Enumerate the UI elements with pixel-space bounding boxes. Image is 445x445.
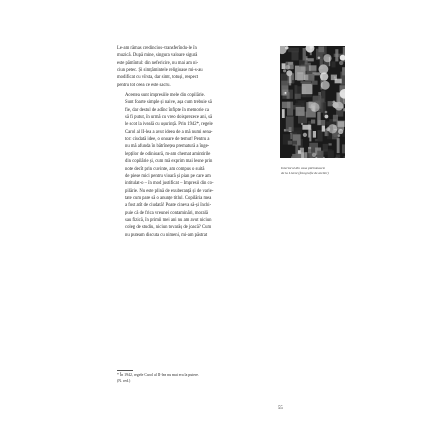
photo-detail	[337, 121, 345, 127]
photo-detail	[323, 102, 326, 117]
text-line: pilărie. Nu este plină de exuberanță și de varie-	[125, 188, 214, 194]
text-line: Le-am rămas credincios–transferîndu-le în	[117, 46, 197, 51]
photo-highlight	[323, 54, 331, 62]
photo-detail	[292, 52, 299, 61]
text-line: de piese mici pentru vioară și pian pe care am	[125, 173, 211, 179]
text-line: coleg de studiu, niciun tovarăș de joacă? Cum	[125, 225, 212, 231]
photo-highlight	[320, 72, 328, 80]
photo-highlight	[318, 57, 321, 60]
photo-highlight	[301, 123, 303, 125]
text-line: Acestea sunt impresiile mele din copilărie.	[125, 93, 205, 99]
photo-detail	[289, 75, 291, 86]
photo-detail	[302, 84, 313, 95]
photo-detail	[315, 139, 318, 141]
text-line: nu puteam discuta cu nimeni, mi-am păstrat	[125, 232, 208, 238]
footnote	[117, 372, 277, 384]
photo-highlight	[326, 127, 330, 131]
text-line: fie, dar destul de adînc înfipte în memorie ca	[125, 107, 209, 113]
photo-detail	[337, 138, 340, 153]
text-line: a fost atît de ciudată! Poate cineva să-și închi-	[125, 203, 212, 209]
text-line: lepților de odinioară, m-am chemat amintirile	[125, 151, 211, 157]
text-line: nu mă afunda în bătrînețea prematură a înge-	[125, 144, 210, 150]
photo-detail	[292, 131, 300, 146]
photo-detail	[287, 92, 290, 99]
photo-detail	[304, 75, 308, 80]
photo-highlight	[334, 76, 336, 78]
photo-highlight	[339, 61, 343, 65]
photo-detail	[290, 65, 294, 69]
photo-detail	[336, 110, 343, 117]
photo-detail	[329, 143, 332, 145]
footnote-line-1: * În 1942, regele Carol al II-lea nu mai era la putere.	[117, 373, 199, 377]
text-line: din copilărie și, cum mă exprim mai lesne prin	[125, 159, 213, 165]
caption-line-2: de la Liveni (fotografie de atelier)	[281, 171, 329, 176]
photo-detail	[309, 65, 317, 71]
photo-highlight	[285, 92, 287, 94]
text-line: modificat cu vîrsta, dar simt, totuși, respect	[117, 75, 199, 81]
photo-highlight	[285, 65, 290, 70]
text-line: pentru tot ceea ce este sacru.	[117, 82, 171, 88]
photo-detail	[321, 90, 325, 102]
photo-detail	[295, 94, 301, 99]
photo-detail	[299, 60, 308, 67]
paragraph	[117, 92, 271, 239]
photo-detail	[311, 120, 315, 124]
photo-highlight	[325, 115, 329, 119]
text-line: muzică. După mine, singura valoare sigură	[117, 53, 198, 59]
photo-detail	[288, 48, 299, 53]
photo-highlight	[333, 102, 339, 108]
text-line: note decît prin cuvinte, am compus o suită	[125, 166, 205, 172]
photo-detail	[292, 80, 295, 83]
body-text	[117, 45, 271, 239]
text-line: Sunt foarte simple și naive, așa cum trebuie să	[125, 100, 212, 106]
photo-detail	[286, 116, 294, 131]
page-number: 55	[278, 406, 283, 411]
text-line: le scot la iveală cu ușurință. Prin 1942*, regele	[125, 122, 213, 128]
photo-highlight	[303, 133, 307, 137]
photo-detail	[317, 151, 323, 158]
photo-detail	[344, 156, 346, 158]
text-line: Carol al II-lea a avut ideea de a mă numi sena-	[125, 129, 213, 135]
text-line: sau fizică, în primii mei ani nu am avut niciun	[125, 217, 212, 223]
photo-detail	[323, 144, 328, 152]
photo-detail	[302, 125, 311, 130]
text-line: puie că de frica vreunei contaminări, morală	[125, 210, 208, 216]
photo-detail	[295, 66, 306, 81]
text-line: este pămîntul: din nefericire, nu mai am ni-	[117, 60, 199, 66]
photo-detail	[342, 144, 345, 153]
photo-detail	[306, 71, 316, 75]
photo-detail	[328, 101, 333, 106]
text-line: tor: ciudată idee, o onoare de temut! Pentru a	[125, 137, 210, 143]
photo-detail	[313, 131, 316, 138]
text-line: intitulat-o – în mod justificat – Impresii din co-	[125, 181, 214, 187]
photograph	[280, 46, 345, 158]
photo-detail	[317, 130, 322, 141]
photo-detail	[335, 79, 342, 84]
photo-detail	[301, 81, 312, 83]
text-line: ciun petec. Și simțămintele religioase mi-s-au	[117, 68, 203, 74]
caption-line-1: Interiorul din casa părintească	[281, 166, 325, 170]
footnote-rule	[117, 370, 133, 371]
photo-caption	[281, 166, 351, 177]
photo-highlight	[338, 129, 343, 134]
photo-detail	[322, 125, 325, 131]
photo-detail	[295, 103, 304, 116]
text-line: să fi putut, în urmă cu vreo doisprezece ani, să	[125, 115, 213, 121]
photo-detail	[292, 154, 301, 158]
photo-highlight	[286, 70, 292, 76]
photo-highlight	[321, 81, 330, 90]
footnote-line-2: (N. red.)	[117, 379, 131, 383]
photo-highlight	[338, 134, 341, 137]
photo-detail	[328, 150, 334, 158]
photo-image	[280, 46, 345, 158]
photo-detail	[343, 108, 345, 111]
photo-highlight	[325, 111, 328, 114]
text-line: tate cum pare să o anunțe titlul. Copilăria mea	[125, 195, 212, 201]
photo-detail	[335, 157, 339, 158]
photo-detail	[282, 109, 285, 118]
photo-highlight	[283, 69, 286, 72]
paragraph	[117, 45, 271, 89]
photo-highlight	[312, 153, 316, 157]
photo-highlight	[310, 103, 319, 112]
photo-detail	[303, 48, 306, 61]
photo-detail	[318, 46, 324, 52]
photo-detail	[317, 112, 321, 125]
photo-detail	[311, 81, 317, 85]
photo-highlight	[285, 46, 288, 49]
photo-detail	[282, 102, 291, 109]
photo-detail	[331, 61, 335, 67]
